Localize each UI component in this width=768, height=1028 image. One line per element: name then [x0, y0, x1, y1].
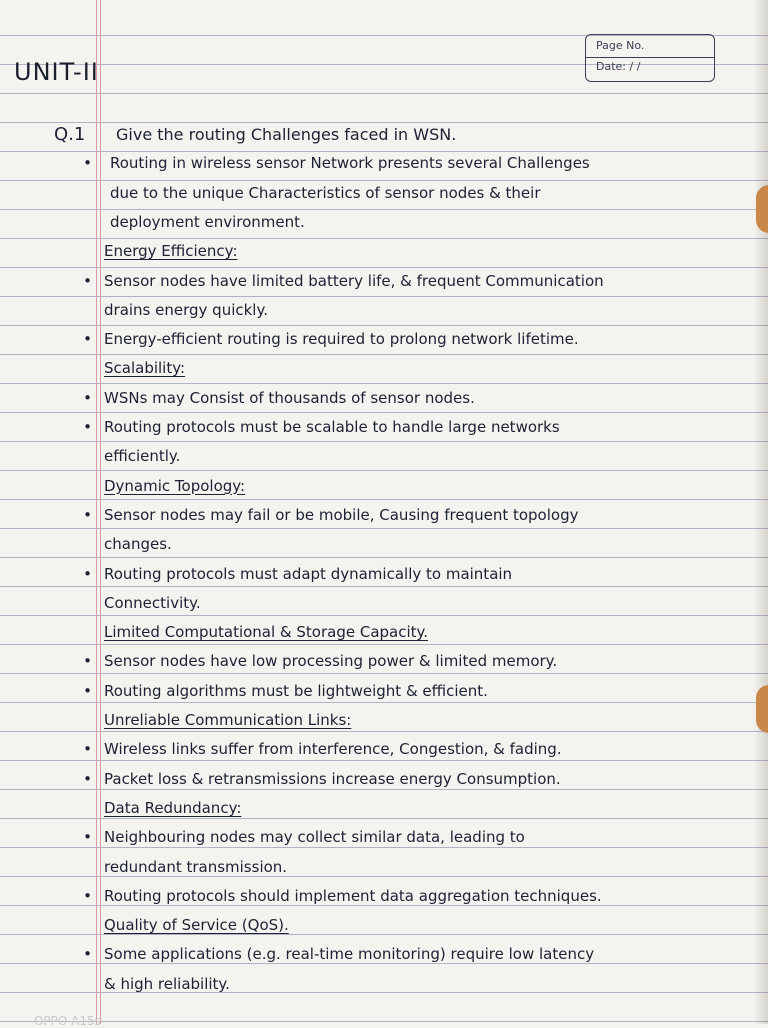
section-heading: [0, 472, 768, 501]
row-marker: •: [83, 271, 92, 290]
bullet-line: [0, 882, 768, 911]
row-text: Neighbouring nodes may collect similar data, leading to: [104, 828, 525, 847]
row-marker: •: [83, 828, 92, 847]
row-marker: •: [83, 418, 92, 436]
row-text: deployment environment.: [110, 212, 305, 231]
section-heading: [0, 618, 768, 647]
row-text: redundant transmission.: [104, 857, 288, 876]
row-text: Routing protocols should implement data aggregation techniques.: [104, 886, 602, 905]
camera-watermark: OPPO A15s: [34, 1014, 101, 1028]
bullet-line: [0, 940, 768, 969]
section-heading: [0, 794, 768, 823]
row-text: Unreliable Communication Links:: [104, 711, 352, 729]
row-marker: •: [83, 681, 92, 700]
section-heading: [0, 354, 768, 383]
row-text: Energy Efficiency:: [104, 242, 238, 261]
bullet-line: [0, 647, 768, 676]
row-text: Routing protocols must be scalable to handle large networks: [104, 418, 560, 436]
bullet-line: [0, 442, 768, 471]
row-text: Energy-efficient routing is required to prolong network lifetime.: [104, 330, 579, 349]
row-text: Sensor nodes may fail or be mobile, Causing frequent topology: [104, 505, 579, 524]
row-text: Quality of Service (QoS).: [104, 916, 289, 935]
row-text: WSNs may Consist of thousands of sensor nodes.: [104, 388, 475, 407]
row-text: Data Redundancy:: [104, 798, 242, 817]
row-text: Dynamic Topology:: [104, 476, 246, 495]
bullet-line: [0, 296, 768, 325]
row-text: Wireless links suffer from interference, Congestion, & fading.: [104, 740, 562, 759]
bullet-line: [0, 735, 768, 764]
row-text: changes.: [104, 535, 172, 554]
row-text: efficiently.: [104, 447, 181, 466]
question-number: Q.1: [54, 124, 86, 145]
page-date-box: [585, 34, 715, 82]
row-text: & high reliability.: [104, 974, 230, 993]
bullet-line: [0, 677, 768, 706]
unit-title: UNIT-II: [14, 58, 99, 86]
bullet-line: [0, 267, 768, 296]
row-marker: •: [83, 154, 92, 173]
row-text: drains energy quickly.: [104, 300, 268, 319]
intro-line: [0, 179, 768, 208]
bullet-line: [0, 501, 768, 530]
section-heading: [0, 237, 768, 266]
bullet-line: [0, 560, 768, 589]
bullet-line: [0, 325, 768, 354]
row-text: Some applications (e.g. real-time monitoring) require low latency: [104, 945, 595, 964]
page-no-label: Page No.: [596, 39, 645, 52]
row-marker: •: [83, 388, 92, 407]
row-text: Packet loss & retransmissions increase energy Consumption.: [104, 769, 561, 788]
section-heading: [0, 911, 768, 940]
intro-line: [0, 149, 768, 178]
row-text: Routing in wireless sensor Network presents several Challenges: [110, 154, 590, 173]
bullet-line: [0, 530, 768, 559]
row-marker: •: [83, 769, 92, 788]
intro-line: [0, 208, 768, 237]
row-marker: •: [83, 740, 92, 759]
bullet-line: [0, 823, 768, 852]
question-row: [0, 120, 768, 149]
date-label: Date: / /: [596, 60, 641, 73]
row-text: Routing protocols must adapt dynamically to maintain: [104, 564, 513, 583]
row-marker: •: [83, 886, 92, 905]
row-text: Routing algorithms must be lightweight & efficient.: [104, 681, 488, 700]
bullet-line: [0, 970, 768, 999]
row-text: Limited Computational & Storage Capacity.: [104, 623, 429, 642]
section-heading: [0, 706, 768, 735]
bullet-line: [0, 384, 768, 413]
row-text: due to the unique Characteristics of sensor nodes & their: [110, 183, 541, 202]
row-text: Connectivity.: [104, 593, 201, 612]
row-text: Sensor nodes have low processing power & limited memory.: [104, 652, 558, 671]
row-marker: •: [83, 505, 92, 524]
row-marker: •: [83, 652, 92, 671]
row-marker: •: [83, 945, 92, 964]
row-marker: •: [83, 564, 92, 583]
row-text: Scalability:: [104, 359, 186, 378]
row-text: Sensor nodes have limited battery life, & frequent Communication: [104, 271, 604, 290]
bullet-line: [0, 765, 768, 794]
row-marker: •: [83, 330, 92, 349]
bullet-line: [0, 589, 768, 618]
bullet-line: [0, 413, 768, 442]
question-title: Give the routing Challenges faced in WSN.: [116, 125, 457, 144]
bullet-line: [0, 853, 768, 882]
